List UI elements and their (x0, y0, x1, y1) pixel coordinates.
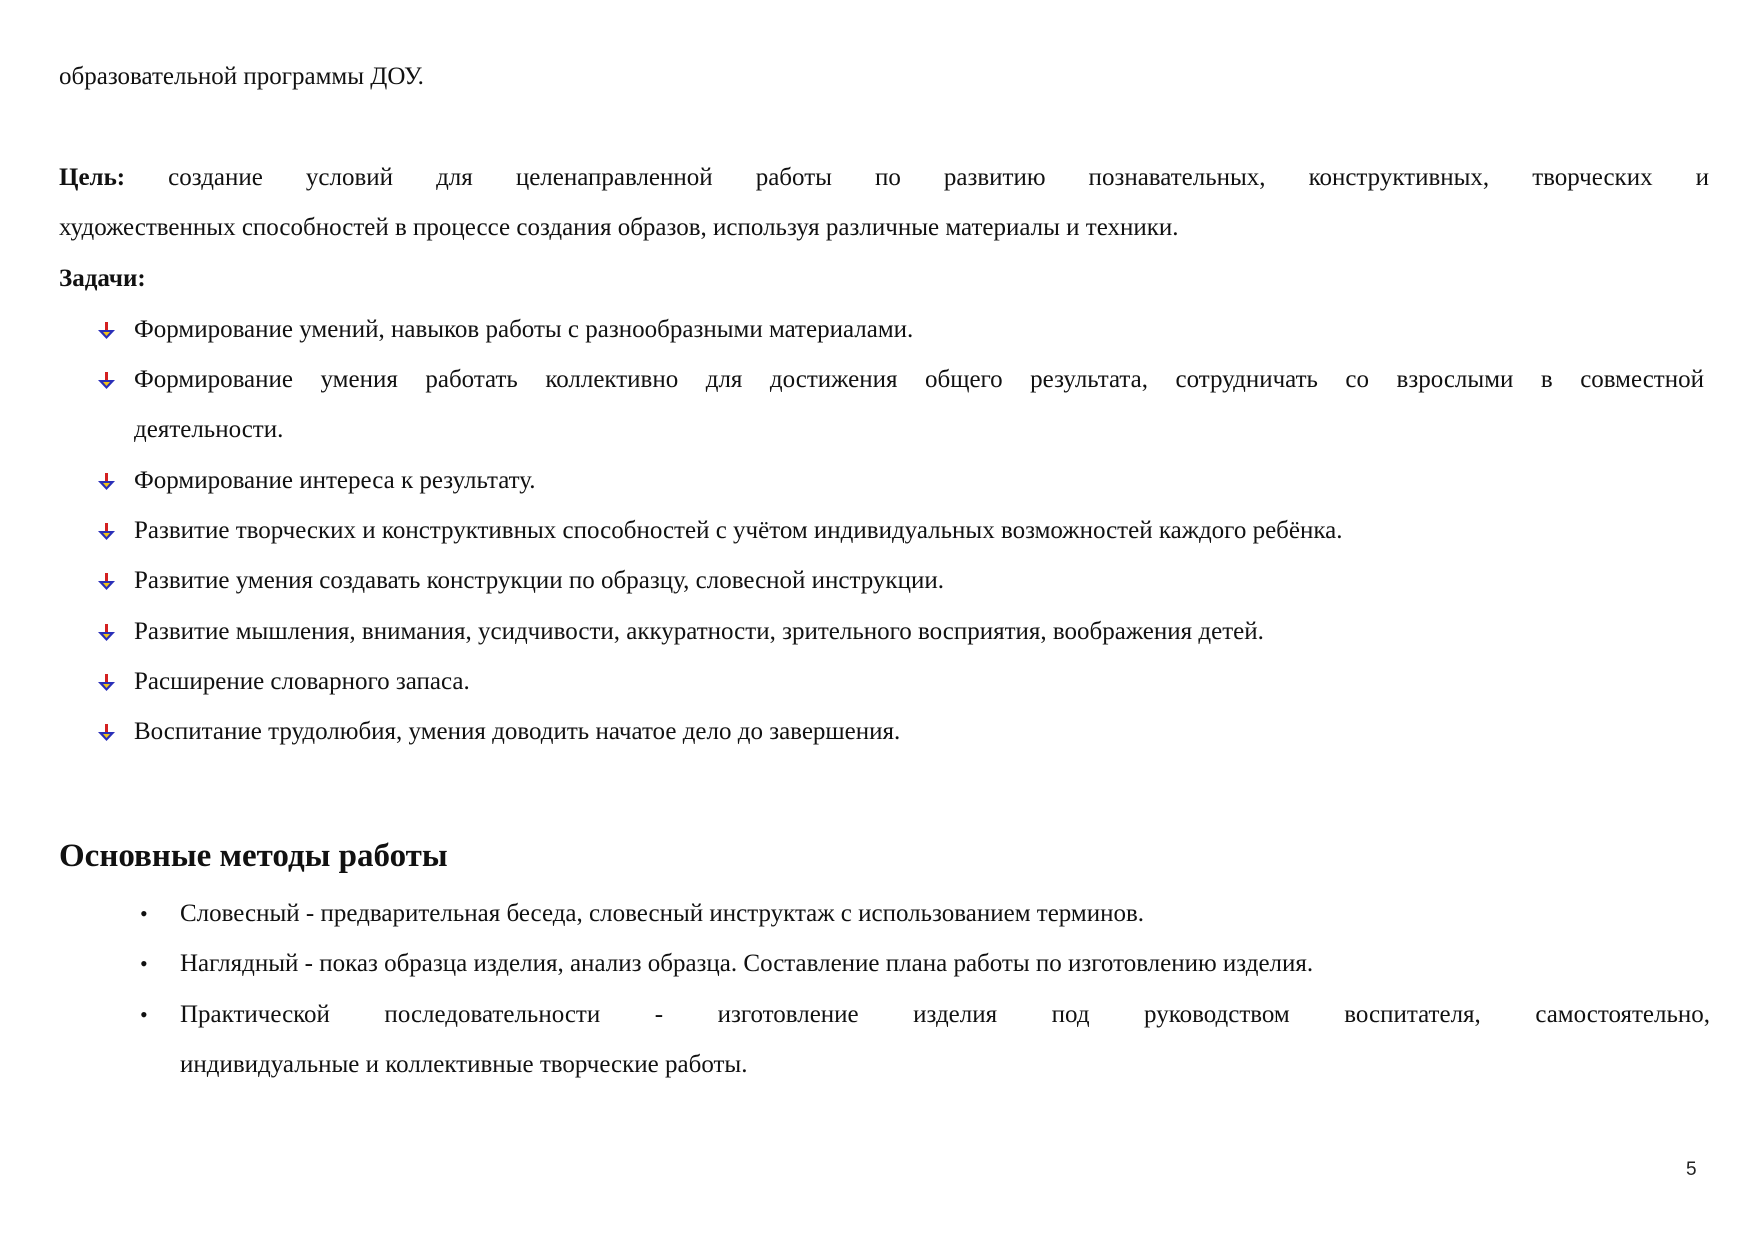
task-text: Расширение словарного запаса. (134, 668, 470, 695)
down-arrow-icon (98, 573, 116, 591)
method-text: Практической последовательности - изготовление изделия под руководством воспитателя, самостоятельно, (180, 1001, 1710, 1028)
method-text: Наглядный - показ образца изделия, анализ образца. Составление плана работы по изготовлению изделия. (180, 950, 1314, 977)
down-arrow-icon (98, 372, 116, 390)
goal-line-2: художественных способностей в процессе создания образов, используя различные материалы и техники. (59, 214, 1179, 241)
down-arrow-icon (98, 523, 116, 541)
intro-continuation: образовательной программы ДОУ. (59, 63, 424, 90)
tasks-heading: Задачи: (59, 265, 146, 292)
down-arrow-icon (98, 724, 116, 742)
goal-line-1 (59, 162, 1709, 194)
task-text: Формирование умения работать коллективно для достижения общего результата, сотрудничать со взрослыми в совместной (134, 366, 1704, 393)
down-arrow-icon (98, 674, 116, 692)
methods-heading: Основные методы работы (59, 838, 448, 874)
task-text: Развитие умения создавать конструкции по образцу, словесной инструкции. (134, 567, 944, 594)
method-text-continuation: индивидуальные и коллективные творческие работы. (180, 1051, 748, 1078)
task-text: Воспитание трудолюбия, умения доводить начатое дело до завершения. (134, 718, 901, 745)
task-text: Развитие творческих и конструктивных способностей с учётом индивидуальных возможностей каждого ребёнка. (134, 517, 1343, 544)
down-arrow-icon (98, 624, 116, 642)
task-text-continuation: деятельности. (134, 416, 284, 443)
goal-text-1: создание условий для целенаправленной работы по развитию познавательных, конструктивных, творческих и (168, 164, 1709, 191)
down-arrow-icon (98, 473, 116, 491)
down-arrow-icon (98, 322, 116, 340)
task-text: Формирование интереса к результату. (134, 467, 536, 494)
task-text: Развитие мышления, внимания, усидчивости, аккуратности, зрительного восприятия, воображения детей. (134, 618, 1264, 645)
bullet-icon: • (140, 901, 148, 926)
bullet-icon: • (140, 951, 148, 976)
bullet-icon: • (140, 1002, 148, 1027)
goal-label: Цель: (59, 164, 126, 191)
task-text: Формирование умений, навыков работы с разнообразными материалами. (134, 316, 914, 343)
page-number: 5 (1686, 1159, 1697, 1180)
method-text: Словесный - предварительная беседа, словесный инструктаж с использованием терминов. (180, 900, 1145, 927)
